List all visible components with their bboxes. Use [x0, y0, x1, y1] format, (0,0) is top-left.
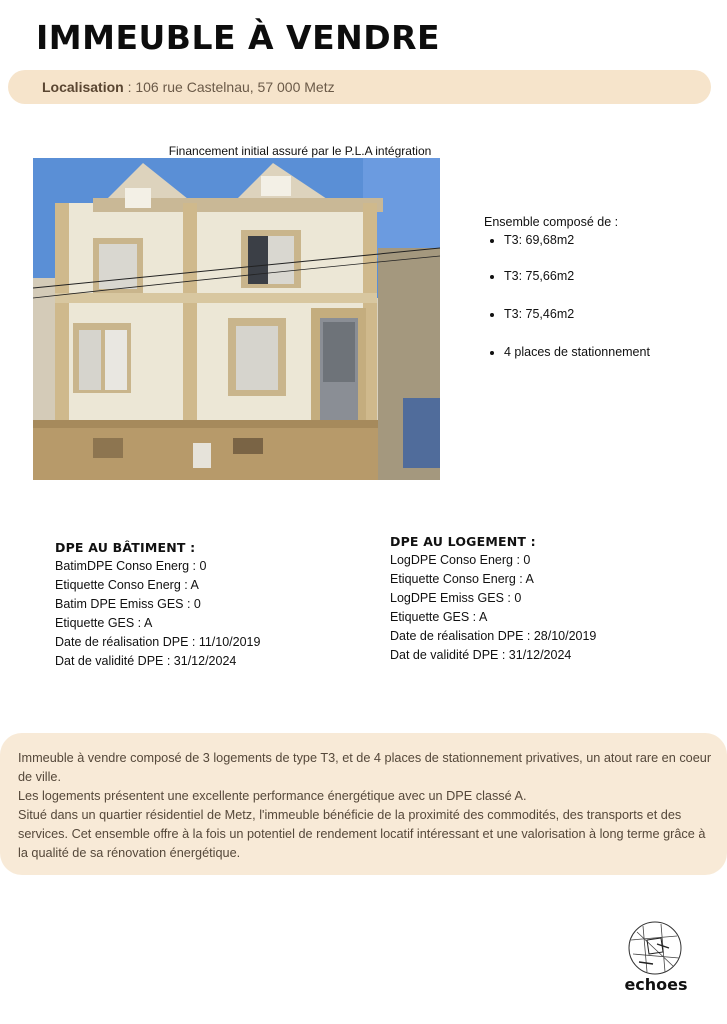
- description-text: [18, 749, 713, 863]
- page-title: IMMEUBLE À VENDRE: [36, 18, 441, 57]
- dpe-batiment-line: Etiquette GES : A: [55, 616, 153, 630]
- dpe-batiment-line: Dat de validité DPE : 31/12/2024: [55, 654, 237, 668]
- dpe-logement-line: Etiquette Conso Energ : A: [390, 572, 534, 586]
- location-bar: [8, 70, 711, 104]
- dpe-batiment-line: Batim DPE Emiss GES : 0: [55, 597, 201, 611]
- location-separator: :: [123, 79, 136, 95]
- dpe-batiment-line: BatimDPE Conso Energ : 0: [55, 559, 207, 573]
- dpe-logement-line: LogDPE Emiss GES : 0: [390, 591, 522, 605]
- ensemble-item: • T3: 75,66m2: [504, 269, 714, 283]
- ensemble-item: • T3: 75,46m2: [504, 307, 714, 321]
- description-paragraph: Les logements présentent une excellente performance énergétique avec un DPE classé A.: [18, 789, 527, 803]
- dpe-batiment-line: Date de réalisation DPE : 11/10/2019: [55, 635, 261, 649]
- location-text: [42, 79, 335, 95]
- dpe-batiment-section: [55, 538, 260, 671]
- location-label: Localisation: [42, 79, 124, 95]
- building-photo: [33, 158, 440, 480]
- dpe-logement-line: LogDPE Conso Energ : 0: [390, 553, 531, 567]
- dpe-batiment-heading: DPE AU BÂTIMENT :: [55, 540, 196, 555]
- description-paragraph: Situé dans un quartier résidentiel de Metz, l'immeuble bénéficie de la proximité des commodités, des transports et des services. Cet ensemble offre à la fois un potentiel de rendement locatif intéressant et une valorisation à long terme grâce à la qualité de sa rénovation énergétique.: [18, 808, 706, 860]
- description-box: [0, 733, 727, 875]
- dpe-batiment-line: Etiquette Conso Energ : A: [55, 578, 199, 592]
- dpe-logement-line: Etiquette GES : A: [390, 610, 488, 624]
- location-value: 106 rue Castelnau, 57 000 Metz: [135, 79, 335, 95]
- dpe-logement-line: Dat de validité DPE : 31/12/2024: [390, 648, 572, 662]
- dpe-logement-line: Date de réalisation DPE : 28/10/2019: [390, 629, 597, 643]
- dpe-logement-section: [390, 532, 596, 665]
- building-facade-illustration: [33, 158, 440, 480]
- dpe-logement-heading: DPE AU LOGEMENT :: [390, 534, 536, 549]
- ensemble-composition: [484, 215, 714, 383]
- photo-caption: Financement initial assuré par le P.L.A intégration: [168, 144, 432, 158]
- ensemble-item: • 4 places de stationnement: [504, 345, 714, 359]
- brand-name: echoes: [624, 975, 688, 994]
- ensemble-list: [484, 233, 714, 359]
- description-paragraph: Immeuble à vendre composé de 3 logements de type T3, et de 4 places de stationnement privatives, un atout rare en coeur de ville.: [18, 751, 712, 784]
- ensemble-heading: Ensemble composé de :: [484, 215, 619, 229]
- ensemble-item: • T3: 69,68m2: [504, 233, 714, 247]
